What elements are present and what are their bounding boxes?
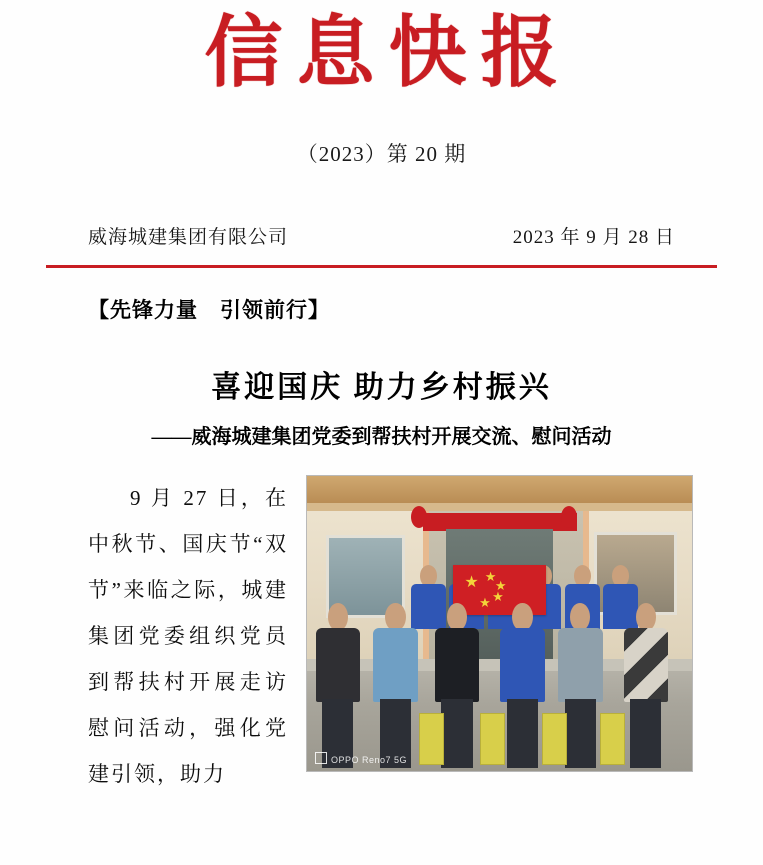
- photo-person-front-1: [315, 603, 361, 768]
- photo-gift-bag-3: [542, 713, 567, 765]
- masthead-title: 信息快报: [204, 7, 573, 98]
- publisher-row: [0, 222, 763, 249]
- camera-icon: [315, 752, 327, 764]
- masthead: [0, 0, 763, 98]
- photo-gift-bag-1: [419, 713, 444, 765]
- photo-person-torso: [624, 628, 668, 702]
- photo-person-torso: [316, 628, 360, 702]
- photo-person-torso: [435, 628, 479, 702]
- photo-person-head: [447, 603, 467, 631]
- star-icon: ★: [479, 594, 491, 610]
- article-photo: [306, 475, 693, 772]
- photo-person-front-2: [372, 603, 418, 768]
- photo-person-head: [570, 603, 590, 631]
- article-body-area: [0, 475, 763, 797]
- column-heading: 【先锋力量 引领前行】: [88, 298, 330, 322]
- star-icon: ★: [492, 588, 504, 604]
- issue-number: （2023）第 20 期: [296, 142, 467, 166]
- header-divider: [46, 265, 717, 268]
- star-icon: ★: [464, 573, 479, 591]
- publish-date: 2023 年 9 月 28 日: [512, 227, 675, 248]
- star-icon: ★: [494, 577, 507, 593]
- photo-eave: [307, 503, 692, 512]
- publisher-name: 威海城建集团有限公司: [88, 227, 289, 248]
- photo-person-head: [512, 603, 532, 631]
- photo-person-torso: [500, 628, 544, 702]
- photo-watermark: [315, 752, 407, 765]
- article-paragraph: 9 月 27 日，在中秋节、国庆节“双节”来临之际，城建集团党委组织党员到帮扶村开展走访慰问活动，强化党建引领，助力: [88, 486, 288, 786]
- photo-person-head: [328, 603, 348, 631]
- photo-person-legs: [441, 699, 472, 768]
- photo-lantern-right: [561, 506, 577, 528]
- photo-person-head: [385, 603, 405, 631]
- article-headline: 喜迎国庆 助力乡村振兴: [211, 371, 552, 404]
- photo-person-head: [636, 603, 656, 631]
- photo-person-front-6: [623, 603, 669, 768]
- photo-person-torso: [373, 628, 417, 702]
- photo-gift-bag-2: [480, 713, 505, 765]
- photo-person-front-4: [500, 603, 546, 768]
- photo-person-legs: [507, 699, 538, 768]
- article-body-text: [88, 475, 300, 797]
- photo-roof: [307, 476, 692, 503]
- photo-red-banner: [423, 513, 577, 531]
- photo-watermark-text: OPPO Reno7 5G: [331, 755, 408, 765]
- photo-person-torso: [558, 628, 602, 702]
- photo-person-legs: [565, 699, 596, 768]
- photo-lantern-left: [411, 506, 427, 528]
- article-subheadline: ——威海城建集团党委到帮扶村开展交流、慰问活动: [151, 426, 612, 448]
- photo-gift-bag-4: [600, 713, 625, 765]
- star-icon: ★: [484, 568, 497, 584]
- photo-person-legs: [630, 699, 661, 768]
